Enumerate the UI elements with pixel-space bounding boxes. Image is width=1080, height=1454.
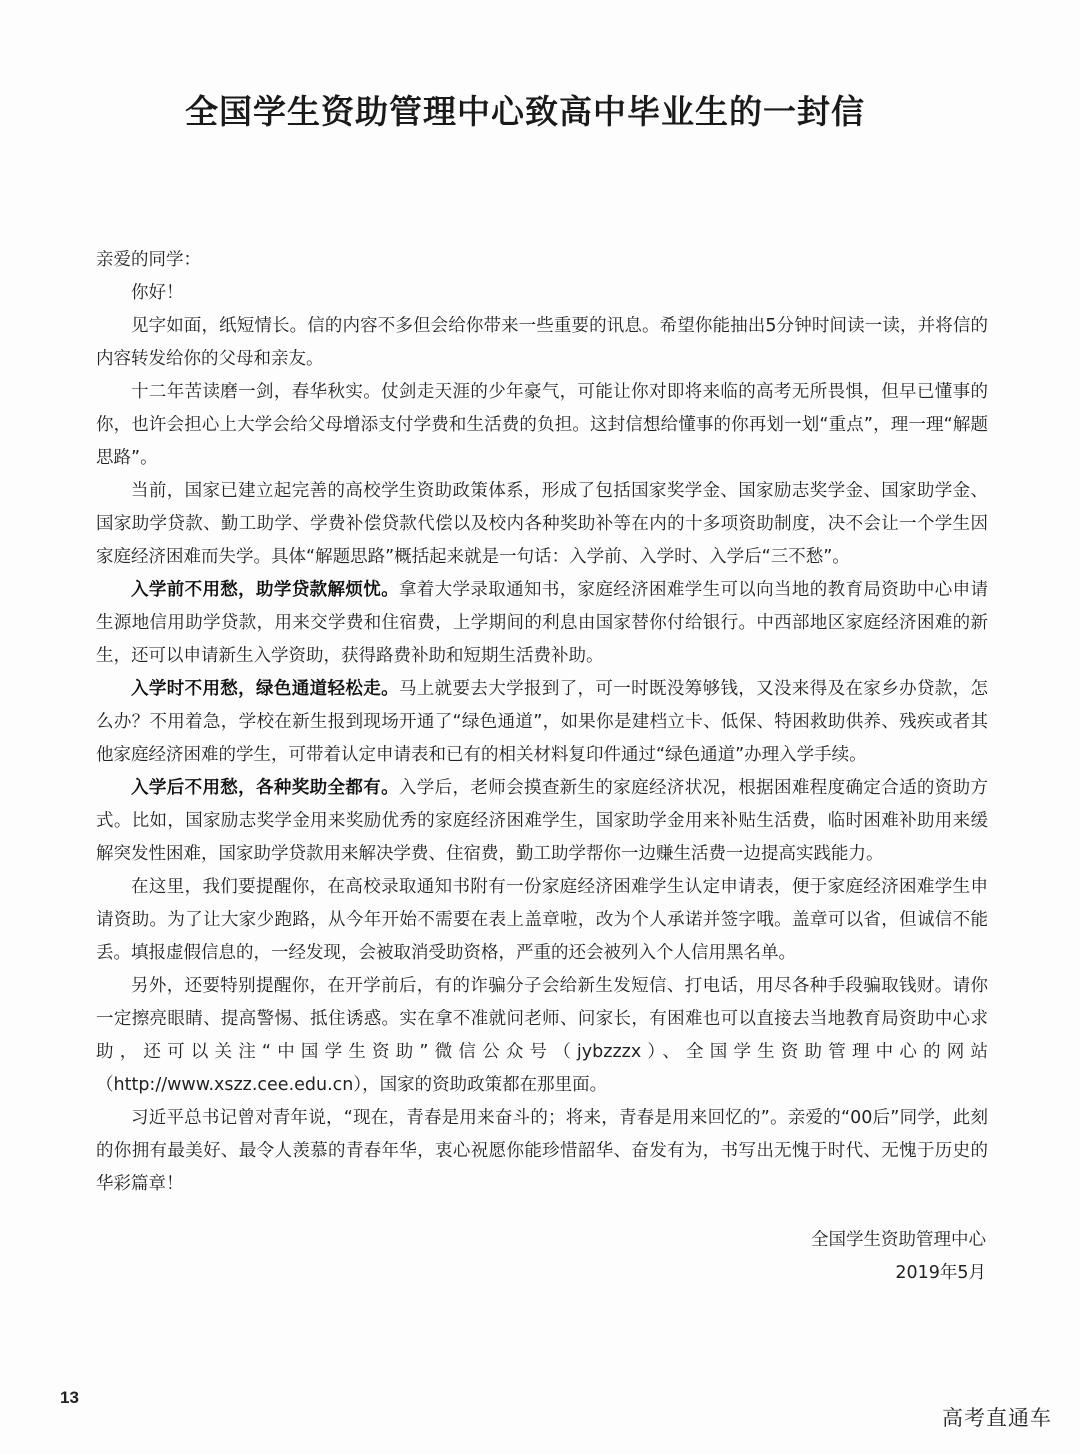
paragraph-lead: 入学时不用愁，绿色通道轻松走。 [131, 679, 399, 699]
paragraph-lead: 入学前不用愁，助学贷款解烦忧。 [131, 580, 399, 600]
paragraph-text: 十二年苦读磨一剑，春华秋实。仗剑走天涯的少年豪气，可能让你对即将来临的高考无所畏惧，但早已懂事的你，也许会担心上大学会给父母增添支付学费和生活费的负担。这封信想给懂事的你再划一划“重点”，理一理“解题思路”。 [96, 382, 988, 468]
paragraph-text: 拿着大学录取通知书，家庭经济困难学生可以向当地的教育局资助中心申请生源地信用助学贷款，用来交学费和住宿费，上学期间的利息由国家替你付给银行。中西部地区家庭经济困难的新生，还可以申请新生入学资助，获得路费补助和短期生活费补助。 [96, 580, 989, 666]
signature-block [811, 1224, 986, 1290]
letter-body [96, 244, 988, 1201]
page-title: 全国学生资助管理中心致高中毕业生的一封信 [185, 92, 865, 131]
paragraph-text: 在这里，我们要提醒你，在高校录取通知书附有一份家庭经济困难学生认定申请表，便于家庭经济困难学生申请资助。为了让大家少跑路，从今年开始不需要在表上盖章啦，改为个人承诺并签字哦。盖章可以省，但诚信不能丢。填报虚假信息的，一经发现，会被取消受助资格，严重的还会被列入个人信用黑名单。 [96, 877, 988, 963]
paragraph-text: 习近平总书记曾对青年说，“现在，青春是用来奋斗的；将来，青春是用来回忆的”。亲爱的“00后”同学，此刻的你拥有最美好、最令人羡慕的青春年华，衷心祝愿你能珍惜韶华、奋发有为，书写出无愧于时代、无愧于历史的华彩篇章！ [96, 1108, 988, 1194]
paragraph-text: 入学后，老师会摸查新生的家庭经济状况，根据困难程度确定合适的资助方式。比如，国家励志奖学金用来奖励优秀的家庭经济困难学生，国家助学金用来补贴生活费，临时困难补助用来缓解突发性困难，国家助学贷款用来解决学费、住宿费，勤工助学帮你一边赚生活费一边提高实践能力。 [96, 778, 989, 864]
paragraph [96, 310, 988, 376]
watermark-text: 高考直通车 [942, 1406, 1052, 1430]
paragraph [96, 574, 988, 673]
paragraph [96, 1102, 988, 1201]
paragraph-text: 另外，还要特别提醒你，在开学前后，有的诈骗分子会给新生发短信、打电话，用尽各种手段骗取钱财。请你一定擦亮眼睛、提高警惕、抵住诱惑。实在拿不准就问老师、问家长，有困难也可以直接去当地教育局资助中心求助，还可以关注“中国学生资助”微信公众号（jybzzzx）、全国学生资助管理中心的网站（http://www.xszz.cee.edu.cn），国家的资助政策都在那里面。 [96, 976, 988, 1095]
paragraph [96, 475, 988, 574]
paragraph [96, 772, 988, 871]
page-number: 13 [60, 1388, 79, 1407]
paragraph [96, 673, 988, 772]
paragraph-lead: 入学后不用愁，各种奖助全都有。 [131, 778, 399, 798]
paragraph-text: 马上就要去大学报到了，可一时既没筹够钱，又没来得及在家乡办贷款，怎么办？不用着急，学校在新生报到现场开通了“绿色通道”，如果你是建档立卡、低保、特困救助供养、残疾或者其他家庭经济困难的学生，可带着认定申请表和已有的相关材料复印件通过“绿色通道”办理入学手续。 [96, 679, 989, 765]
paragraph [96, 970, 988, 1102]
paragraph [96, 376, 988, 475]
signature-date: 2019年5月 [895, 1263, 986, 1283]
salutation: 亲爱的同学： [96, 250, 201, 270]
signature-org: 全国学生资助管理中心 [811, 1230, 986, 1250]
paragraph [96, 871, 988, 970]
paragraph-text: 当前，国家已建立起完善的高校学生资助政策体系，形成了包括国家奖学金、国家励志奖学金、国家助学金、国家助学贷款、勤工助学、学费补偿贷款代偿以及校内各种奖助补等在内的十多项资助制度，决不会让一个学生因家庭经济困难而失学。具体“解题思路”概括起来就是一句话：入学前、入学时、入学后“三不愁”。 [96, 481, 988, 567]
paragraph-text: 见字如面，纸短情长。信的内容不多但会给你带来一些重要的讯息。希望你能抽出5分钟时间读一读，并将信的内容转发给你的父母和亲友。 [96, 316, 988, 369]
greeting: 你好！ [131, 283, 184, 303]
